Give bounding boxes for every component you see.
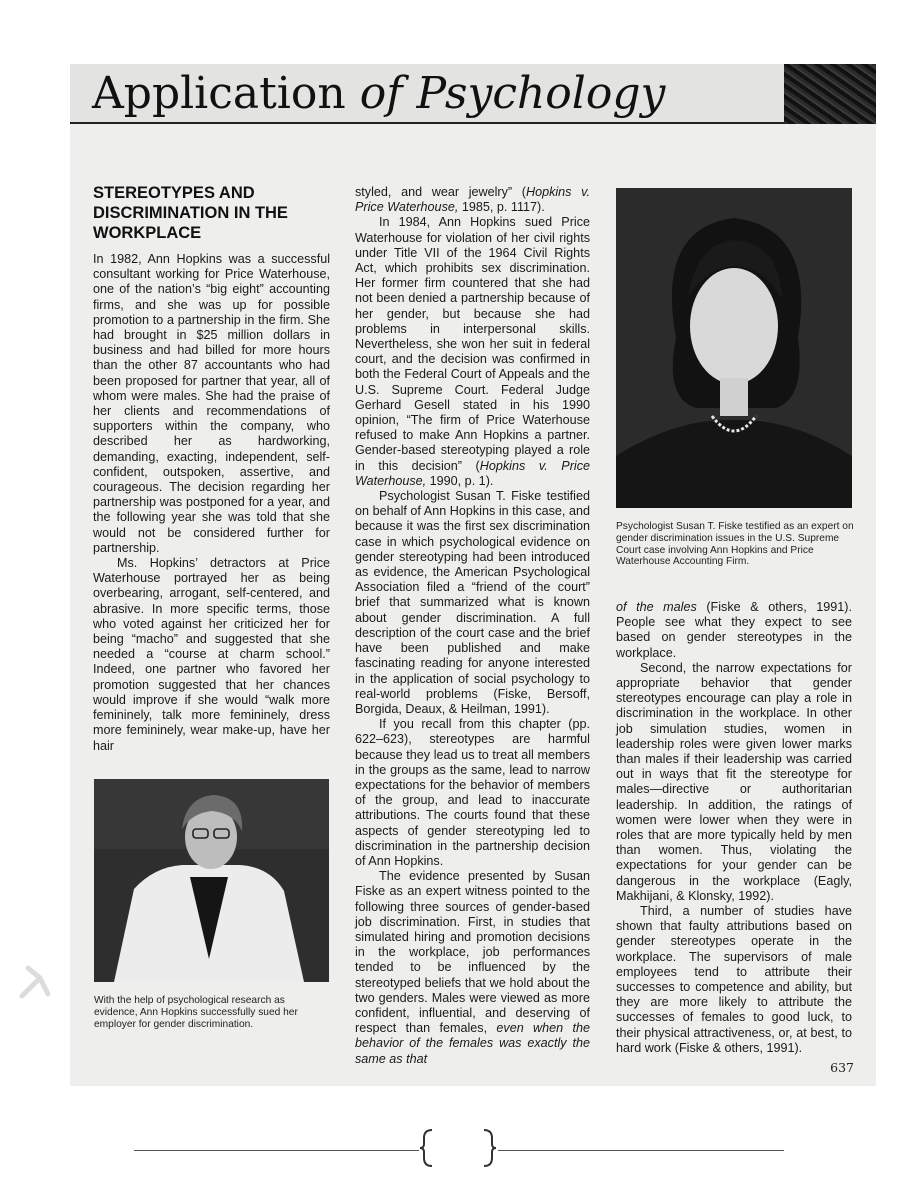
article-heading: STEREOTYPES AND DISCRIMINATION IN THE WORKPLACE [93,184,288,242]
caption-ann-hopkins: With the help of psychological research as evidence, Ann Hopkins successfully sued her employer for gender discrimination. [94,995,298,1030]
paragraph: Second, the narrow expectations for appropriate behavior that gender stereotypes encourage can play a role in discrimination in the workplace. In other job simulation studies, women in leadership roles were given lower marks than males if their leadership was carried out in ways that fit the stereotype for males—directive or authoritarian leadership. In addition, the ratings of women were lower when they were in roles that are more typically held by men than women. Thus, violating the expectations for your gender can be dangerous in the workplace (Eagly, Makhijani, & Klonsky, 1992). [616,660,852,903]
header-rule [70,122,785,124]
paragraph: In 1982, Ann Hopkins was a successful consultant working for Price Waterhouse, one of the nation’s “big eight” accounting firms, and she was up for possible promotion to a partnership in the firm. She had brought in $25 million dollars in business and had billed for more hours than the other 87 accountants who had been proposed for partner that year, all of whom were males. She had the praise of her clients and recommendations of supporters within the company, who described her as hardworking, demanding, exacting, independent, self-confident, outspoken, assertive, and courageous. The decision regarding her partnership was postponed for a year, and the following year she was told that she would not be considered further for partnership. [93,252,330,555]
text-column-1 [93,252,330,754]
left-bracket-icon [420,1128,434,1168]
paragraph: styled, and wear jewelry” (Hopkins v. Price Waterhouse, 1985, p. 1117). [355,185,590,215]
paragraph: Psychologist Susan T. Fiske testified on behalf of Ann Hopkins in this case, and because it was the first sex discrimination case in which psychological evidence on gender stereotyping had been introduced as evidence, the American Psychological Association filed a “friend of the court” brief that summarized what is known about gender discrimination. A full description of the court case and the brief have been published and make fascinating reading for anyone interested in the application of social psychology to real-world problems (Fiske, Bersoff, Borgida, Deaux, & Heilman, 1991). [355,489,590,716]
header-texture-block [784,64,876,124]
edge-arrow-mark [18,960,58,1000]
paragraph: Third, a number of studies have shown that faulty attributions based on gender stereotypes operate in the workplace. The supervisors of male employees tend to attribute their successes to competence and ability, but they are more likely to attribute the successes of females to good luck, to their physical attractiveness, or, at best, to hard work (Fiske & others, 1991). [616,904,852,1055]
text-column-3 [616,600,852,1056]
paragraph: In 1984, Ann Hopkins sued Price Waterhouse for violation of her civil rights under Title VII of the 1964 Civil Rights Act, which prohibits sex discrimination. Her former firm countered that she had not been denied a partnership because of her gender, but because she had problems in interpersonal skills. Nevertheless, she won her suit in federal court, and the decision was confirmed in both the Federal Court of Appeals and the U.S. Supreme Court. Federal Judge Gerhard Gesell stated in his 1990 opinion, “The firm of Price Waterhouse refused to make Ann Hopkins a partner. Gender-based stereotyping played a role in this decision” (Hopkins v. Price Waterhouse, 1990, p. 1). [355,215,590,488]
photo-susan-fiske [616,188,852,508]
paragraph: The evidence presented by Susan Fiske as an expert witness pointed to the following three sources of gender-based job discrimination. First, in studies that simulated hiring and promotion decisions in the workplace, job performances tended to be influenced by the stereotyped beliefs that we hold about the two genders. Males were viewed as more confident, influential, and deserving of respect than females, even when the behavior of the females was exactly the same as that [355,869,590,1066]
footer-rule-right [498,1150,784,1151]
paragraph: of the males (Fiske & others, 1991). People see what they expect to see based on gender stereotypes in the workplace. [616,600,853,660]
right-bracket-icon [482,1128,496,1168]
paragraph: If you recall from this chapter (pp. 622–623), stereotypes are harmful because they lead us to treat all members in the groups as the same, lead to narrow expectations for the behavior of members of the group, and lead to inaccurate attributions. The courts found that these aspects of gender stereotyping led to discrimination in the partnership decision of Ann Hopkins. [355,717,590,868]
page-number: 637 [830,1060,854,1075]
footer-rule-left [134,1150,419,1151]
text-column-2 [355,185,590,1067]
caption-susan-fiske: Psychologist Susan T. Fiske testified as an expert on gender discrimination issues in the U.S. Supreme Court case involving Ann Hopkins and Price Waterhouse Accounting Firm. [616,521,854,568]
page-title [92,66,665,122]
title-part-2: of Psychology [359,68,666,119]
paragraph: Ms. Hopkins’ detractors at Price Waterhouse portrayed her as being overbearing, arrogant, self-centered, and abrasive. In more specific terms, those who voted against her criticized her for being “macho” and suggested that she needed a “course at charm school.” Indeed, one partner who favored her promotion suggested that her chances would improve if she would “walk more femininely, talk more femininely, dress more femininely, wear make-up, have her hair [93,556,330,753]
title-part-1: Application [92,68,360,119]
photo-ann-hopkins [94,779,329,982]
